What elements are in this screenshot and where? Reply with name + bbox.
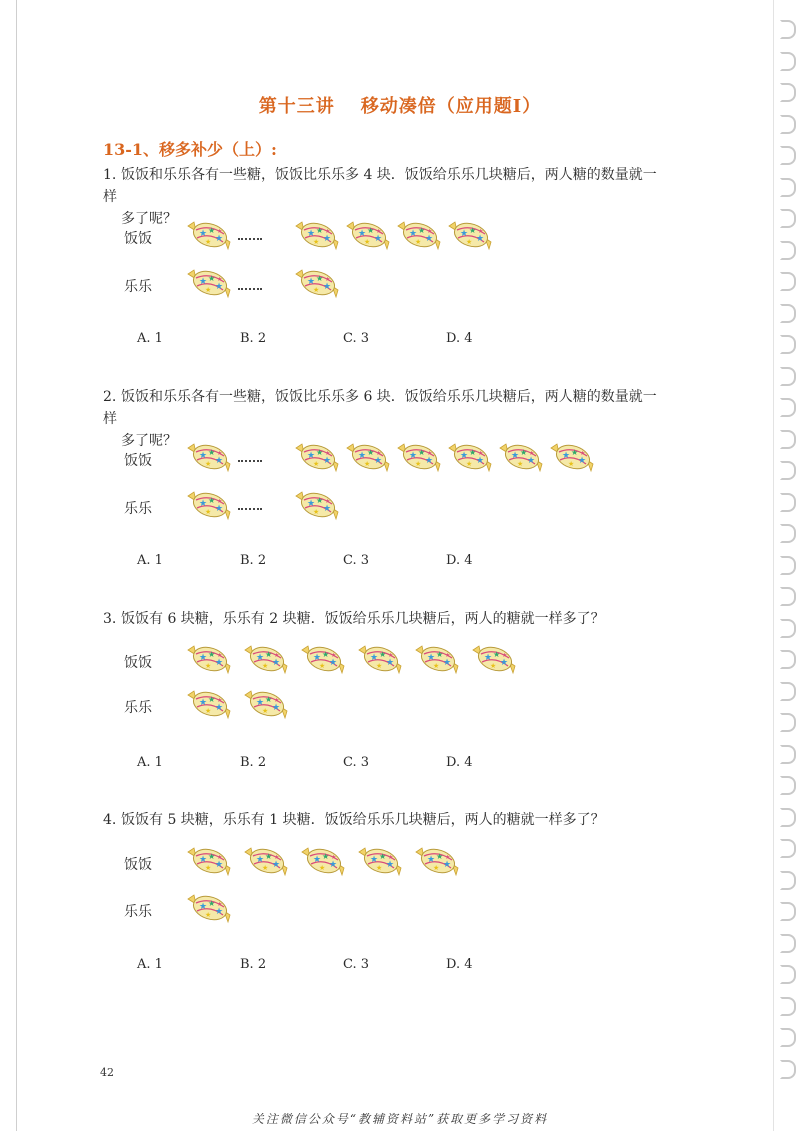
binder-ring bbox=[780, 524, 796, 543]
svg-text:★: ★ bbox=[323, 504, 332, 514]
svg-text:★: ★ bbox=[367, 448, 375, 457]
svg-text:★: ★ bbox=[215, 658, 224, 668]
svg-text:★: ★ bbox=[364, 460, 371, 468]
binder-rings bbox=[780, 20, 800, 1090]
binder-ring bbox=[780, 902, 796, 921]
option-b[interactable]: B. 2 bbox=[240, 755, 267, 770]
svg-text:★: ★ bbox=[329, 860, 338, 870]
option-c[interactable]: C. 3 bbox=[343, 553, 370, 568]
binder-ring bbox=[780, 934, 796, 953]
svg-text:★: ★ bbox=[386, 860, 395, 870]
svg-text:★: ★ bbox=[217, 854, 223, 861]
svg-text:★: ★ bbox=[217, 276, 223, 283]
svg-text:★: ★ bbox=[215, 860, 224, 870]
binder-ring bbox=[780, 430, 796, 449]
svg-text:★: ★ bbox=[511, 451, 520, 461]
candy-icon bbox=[496, 440, 548, 474]
svg-text:★: ★ bbox=[322, 852, 330, 861]
svg-text:★: ★ bbox=[520, 448, 528, 457]
candy-icon bbox=[394, 440, 446, 474]
svg-text:★: ★ bbox=[571, 448, 579, 457]
candy-icon bbox=[292, 440, 344, 474]
candy-icon bbox=[412, 844, 464, 878]
candy-icon bbox=[184, 488, 236, 522]
svg-text:★: ★ bbox=[376, 228, 382, 235]
binder-ring bbox=[780, 304, 796, 323]
svg-text:★: ★ bbox=[329, 658, 338, 668]
binder-ring bbox=[780, 997, 796, 1016]
svg-text:★: ★ bbox=[256, 855, 265, 865]
svg-text:★: ★ bbox=[199, 902, 208, 912]
question-text: 饭饭和乐乐各有一些糖，饭饭比乐乐多 4 块．饭饭给乐乐几块糖后，两人糖的数量就一样 bbox=[103, 167, 657, 205]
svg-text:★: ★ bbox=[262, 707, 269, 715]
dots-separator bbox=[238, 238, 262, 240]
svg-text:★: ★ bbox=[208, 899, 216, 908]
candy-icon bbox=[292, 266, 344, 300]
svg-text:★: ★ bbox=[529, 450, 535, 457]
candy-icon bbox=[184, 891, 236, 925]
svg-text:★: ★ bbox=[313, 238, 320, 246]
svg-text:★: ★ bbox=[331, 652, 337, 659]
svg-text:★: ★ bbox=[517, 460, 524, 468]
svg-text:★: ★ bbox=[319, 864, 326, 872]
svg-text:★: ★ bbox=[376, 864, 383, 872]
svg-text:★: ★ bbox=[443, 860, 452, 870]
svg-text:★: ★ bbox=[217, 652, 223, 659]
svg-text:★: ★ bbox=[469, 226, 477, 235]
svg-text:★: ★ bbox=[427, 228, 433, 235]
svg-text:★: ★ bbox=[358, 229, 367, 239]
option-c[interactable]: C. 3 bbox=[343, 755, 370, 770]
svg-text:★: ★ bbox=[215, 703, 224, 713]
svg-text:★: ★ bbox=[265, 650, 273, 659]
svg-text:★: ★ bbox=[388, 652, 394, 659]
svg-text:★: ★ bbox=[262, 864, 269, 872]
svg-text:★: ★ bbox=[272, 658, 281, 668]
binder-ring bbox=[780, 871, 796, 890]
candy-icon bbox=[547, 440, 599, 474]
binder-ring bbox=[780, 493, 796, 512]
lecture-number: 第十三讲 bbox=[258, 96, 335, 117]
candy-icon bbox=[241, 687, 293, 721]
svg-text:★: ★ bbox=[325, 450, 331, 457]
svg-text:★: ★ bbox=[436, 650, 444, 659]
candy-icon bbox=[355, 642, 407, 676]
svg-text:★: ★ bbox=[323, 456, 332, 466]
question-text: 饭饭和乐乐各有一些糖，饭饭比乐乐多 6 块．饭饭给乐乐几块糖后，两人糖的数量就一样 bbox=[103, 389, 657, 427]
svg-text:★: ★ bbox=[370, 653, 379, 663]
svg-text:★: ★ bbox=[208, 274, 216, 283]
svg-text:★: ★ bbox=[205, 508, 212, 516]
name-fanfan: 饭饭 bbox=[124, 453, 152, 469]
svg-text:★: ★ bbox=[313, 653, 322, 663]
svg-text:★: ★ bbox=[415, 238, 422, 246]
svg-text:★: ★ bbox=[215, 504, 224, 514]
svg-text:★: ★ bbox=[409, 451, 418, 461]
question-text-continued: 多了呢？ bbox=[121, 211, 177, 227]
candy-icon bbox=[355, 844, 407, 878]
page-left-edge bbox=[16, 0, 17, 1131]
svg-text:★: ★ bbox=[578, 456, 587, 466]
binder-ring bbox=[780, 587, 796, 606]
svg-text:★: ★ bbox=[425, 456, 434, 466]
svg-text:★: ★ bbox=[325, 228, 331, 235]
svg-text:★: ★ bbox=[265, 852, 273, 861]
svg-text:★: ★ bbox=[215, 456, 224, 466]
option-b[interactable]: B. 2 bbox=[240, 331, 267, 346]
dots-separator bbox=[238, 508, 262, 510]
name-lele: 乐乐 bbox=[124, 279, 152, 295]
svg-text:★: ★ bbox=[323, 234, 332, 244]
binder-ring bbox=[780, 713, 796, 732]
svg-text:★: ★ bbox=[409, 229, 418, 239]
candy-icon bbox=[184, 440, 236, 474]
dots-separator bbox=[238, 288, 262, 290]
svg-text:★: ★ bbox=[527, 456, 536, 466]
svg-text:★: ★ bbox=[199, 229, 208, 239]
section-heading: 13-1、移多补少（上）: bbox=[103, 140, 277, 159]
svg-text:★: ★ bbox=[313, 855, 322, 865]
svg-text:★: ★ bbox=[427, 450, 433, 457]
binder-ring bbox=[780, 1060, 796, 1079]
svg-text:★: ★ bbox=[316, 496, 324, 505]
svg-text:★: ★ bbox=[323, 282, 332, 292]
name-fanfan: 饭饭 bbox=[124, 655, 152, 671]
svg-text:★: ★ bbox=[364, 238, 371, 246]
svg-text:★: ★ bbox=[208, 650, 216, 659]
svg-text:★: ★ bbox=[205, 864, 212, 872]
svg-text:★: ★ bbox=[484, 653, 493, 663]
binder-ring bbox=[780, 839, 796, 858]
footer-note: 关注微信公众号“教辅资料站”获取更多学习资料 bbox=[251, 1112, 549, 1126]
candy-icon bbox=[184, 687, 236, 721]
svg-text:★: ★ bbox=[460, 451, 469, 461]
svg-text:★: ★ bbox=[445, 854, 451, 861]
candy-icon bbox=[445, 218, 497, 252]
option-b[interactable]: B. 2 bbox=[240, 957, 267, 972]
svg-text:★: ★ bbox=[425, 234, 434, 244]
binder-ring bbox=[780, 367, 796, 386]
svg-text:★: ★ bbox=[215, 282, 224, 292]
svg-text:★: ★ bbox=[199, 855, 208, 865]
binder-ring bbox=[780, 146, 796, 165]
question-number: 3. bbox=[103, 611, 117, 627]
candy-icon bbox=[298, 844, 350, 878]
svg-text:★: ★ bbox=[256, 698, 265, 708]
svg-text:★: ★ bbox=[313, 508, 320, 516]
binder-ring bbox=[780, 682, 796, 701]
svg-text:★: ★ bbox=[418, 448, 426, 457]
svg-text:★: ★ bbox=[313, 460, 320, 468]
binder-ring bbox=[780, 556, 796, 575]
binder-ring bbox=[780, 965, 796, 984]
svg-text:★: ★ bbox=[427, 855, 436, 865]
binder-ring bbox=[780, 808, 796, 827]
svg-text:★: ★ bbox=[580, 450, 586, 457]
svg-text:★: ★ bbox=[466, 238, 473, 246]
svg-text:★: ★ bbox=[443, 658, 452, 668]
question-number: 4. bbox=[103, 812, 117, 828]
svg-text:★: ★ bbox=[199, 451, 208, 461]
svg-text:★: ★ bbox=[274, 697, 280, 704]
svg-text:★: ★ bbox=[331, 854, 337, 861]
option-a[interactable]: A. 1 bbox=[137, 553, 163, 568]
svg-text:★: ★ bbox=[370, 855, 379, 865]
option-d[interactable]: D. 4 bbox=[446, 553, 473, 568]
question-4 bbox=[103, 809, 663, 831]
svg-text:★: ★ bbox=[205, 911, 212, 919]
svg-text:★: ★ bbox=[215, 234, 224, 244]
option-d[interactable]: D. 4 bbox=[446, 957, 473, 972]
option-c[interactable]: C. 3 bbox=[343, 331, 370, 346]
svg-text:★: ★ bbox=[208, 496, 216, 505]
candy-icon bbox=[184, 266, 236, 300]
question-text: 饭饭有 5 块糖，乐乐有 1 块糖．饭饭给乐乐几块糖后，两人的糖就一样多了？ bbox=[121, 812, 605, 828]
option-a[interactable]: A. 1 bbox=[137, 331, 163, 346]
svg-text:★: ★ bbox=[325, 276, 331, 283]
svg-text:★: ★ bbox=[568, 460, 575, 468]
svg-text:★: ★ bbox=[445, 652, 451, 659]
svg-text:★: ★ bbox=[376, 662, 383, 670]
binder-ring bbox=[780, 335, 796, 354]
svg-text:★: ★ bbox=[307, 451, 316, 461]
svg-text:★: ★ bbox=[502, 652, 508, 659]
svg-text:★: ★ bbox=[490, 662, 497, 670]
binder-ring bbox=[780, 272, 796, 291]
svg-text:★: ★ bbox=[493, 650, 501, 659]
svg-text:★: ★ bbox=[500, 658, 509, 668]
svg-text:★: ★ bbox=[433, 662, 440, 670]
option-a[interactable]: A. 1 bbox=[137, 755, 163, 770]
option-a[interactable]: A. 1 bbox=[137, 957, 163, 972]
svg-text:★: ★ bbox=[427, 653, 436, 663]
candy-icon bbox=[184, 218, 236, 252]
svg-text:★: ★ bbox=[376, 450, 382, 457]
svg-text:★: ★ bbox=[307, 277, 316, 287]
question-text: 饭饭有 6 块糖，乐乐有 2 块糖．饭饭给乐乐几块糖后，两人的糖就一样多了？ bbox=[121, 611, 605, 627]
binder-ring bbox=[780, 241, 796, 260]
name-lele: 乐乐 bbox=[124, 501, 152, 517]
svg-text:★: ★ bbox=[478, 450, 484, 457]
svg-text:★: ★ bbox=[217, 697, 223, 704]
svg-text:★: ★ bbox=[217, 450, 223, 457]
svg-text:★: ★ bbox=[274, 652, 280, 659]
svg-text:★: ★ bbox=[374, 456, 383, 466]
binder-ring bbox=[780, 776, 796, 795]
option-b[interactable]: B. 2 bbox=[240, 553, 267, 568]
question-text-continued: 多了呢？ bbox=[121, 433, 177, 449]
svg-text:★: ★ bbox=[386, 658, 395, 668]
candy-icon bbox=[412, 642, 464, 676]
svg-text:★: ★ bbox=[208, 852, 216, 861]
option-d[interactable]: D. 4 bbox=[446, 331, 473, 346]
question-number: 1. bbox=[103, 167, 117, 183]
candy-icon bbox=[184, 642, 236, 676]
svg-text:★: ★ bbox=[379, 852, 387, 861]
svg-text:★: ★ bbox=[217, 901, 223, 908]
svg-text:★: ★ bbox=[476, 456, 485, 466]
svg-text:★: ★ bbox=[256, 653, 265, 663]
svg-text:★: ★ bbox=[307, 499, 316, 509]
svg-text:★: ★ bbox=[313, 286, 320, 294]
candy-icon bbox=[343, 440, 395, 474]
question-3 bbox=[103, 608, 663, 630]
name-fanfan: 饭饭 bbox=[124, 857, 152, 873]
svg-text:★: ★ bbox=[476, 234, 485, 244]
svg-text:★: ★ bbox=[316, 448, 324, 457]
svg-text:★: ★ bbox=[316, 274, 324, 283]
svg-text:★: ★ bbox=[215, 907, 224, 917]
svg-text:★: ★ bbox=[217, 228, 223, 235]
candy-icon bbox=[343, 218, 395, 252]
svg-text:★: ★ bbox=[199, 277, 208, 287]
candy-icon bbox=[292, 218, 344, 252]
candy-icon bbox=[445, 440, 497, 474]
svg-text:★: ★ bbox=[319, 662, 326, 670]
svg-text:★: ★ bbox=[418, 226, 426, 235]
option-d[interactable]: D. 4 bbox=[446, 755, 473, 770]
svg-text:★: ★ bbox=[199, 499, 208, 509]
candy-icon bbox=[241, 844, 293, 878]
page-number: 42 bbox=[100, 1066, 114, 1079]
svg-text:★: ★ bbox=[478, 228, 484, 235]
svg-text:★: ★ bbox=[217, 498, 223, 505]
candy-icon bbox=[241, 642, 293, 676]
lecture-topic: 移动凑倍（应用题Ⅰ） bbox=[360, 96, 542, 117]
name-fanfan: 饭饭 bbox=[124, 231, 152, 247]
svg-text:★: ★ bbox=[272, 860, 281, 870]
binder-ring bbox=[780, 209, 796, 228]
name-lele: 乐乐 bbox=[124, 904, 152, 920]
svg-text:★: ★ bbox=[205, 238, 212, 246]
page-right-edge bbox=[773, 0, 774, 1131]
svg-text:★: ★ bbox=[205, 286, 212, 294]
svg-text:★: ★ bbox=[388, 854, 394, 861]
svg-text:★: ★ bbox=[379, 650, 387, 659]
binder-ring bbox=[780, 619, 796, 638]
svg-text:★: ★ bbox=[274, 854, 280, 861]
candy-icon bbox=[298, 642, 350, 676]
svg-text:★: ★ bbox=[205, 460, 212, 468]
candy-icon bbox=[184, 844, 236, 878]
svg-text:★: ★ bbox=[205, 707, 212, 715]
binder-ring bbox=[780, 650, 796, 669]
svg-text:★: ★ bbox=[433, 864, 440, 872]
svg-text:★: ★ bbox=[208, 695, 216, 704]
binder-ring bbox=[780, 1028, 796, 1047]
svg-text:★: ★ bbox=[322, 650, 330, 659]
svg-text:★: ★ bbox=[316, 226, 324, 235]
binder-ring bbox=[780, 461, 796, 480]
svg-text:★: ★ bbox=[208, 226, 216, 235]
candy-icon bbox=[394, 218, 446, 252]
svg-text:★: ★ bbox=[562, 451, 571, 461]
candy-icon bbox=[292, 488, 344, 522]
binder-ring bbox=[780, 178, 796, 197]
svg-text:★: ★ bbox=[358, 451, 367, 461]
svg-text:★: ★ bbox=[265, 695, 273, 704]
svg-text:★: ★ bbox=[469, 448, 477, 457]
svg-text:★: ★ bbox=[208, 448, 216, 457]
svg-text:★: ★ bbox=[262, 662, 269, 670]
svg-text:★: ★ bbox=[415, 460, 422, 468]
svg-text:★: ★ bbox=[272, 703, 281, 713]
svg-text:★: ★ bbox=[199, 653, 208, 663]
svg-text:★: ★ bbox=[199, 698, 208, 708]
svg-text:★: ★ bbox=[205, 662, 212, 670]
binder-ring bbox=[780, 52, 796, 71]
question-number: 2. bbox=[103, 389, 117, 405]
binder-ring bbox=[780, 20, 796, 39]
binder-ring bbox=[780, 398, 796, 417]
svg-text:★: ★ bbox=[374, 234, 383, 244]
svg-text:★: ★ bbox=[466, 460, 473, 468]
option-c[interactable]: C. 3 bbox=[343, 957, 370, 972]
binder-ring bbox=[780, 745, 796, 764]
svg-text:★: ★ bbox=[325, 498, 331, 505]
svg-text:★: ★ bbox=[460, 229, 469, 239]
dots-separator bbox=[238, 460, 262, 462]
candy-icon bbox=[469, 642, 521, 676]
svg-text:★: ★ bbox=[307, 229, 316, 239]
svg-text:★: ★ bbox=[436, 852, 444, 861]
svg-text:★: ★ bbox=[367, 226, 375, 235]
lecture-title bbox=[0, 92, 800, 118]
name-lele: 乐乐 bbox=[124, 700, 152, 716]
